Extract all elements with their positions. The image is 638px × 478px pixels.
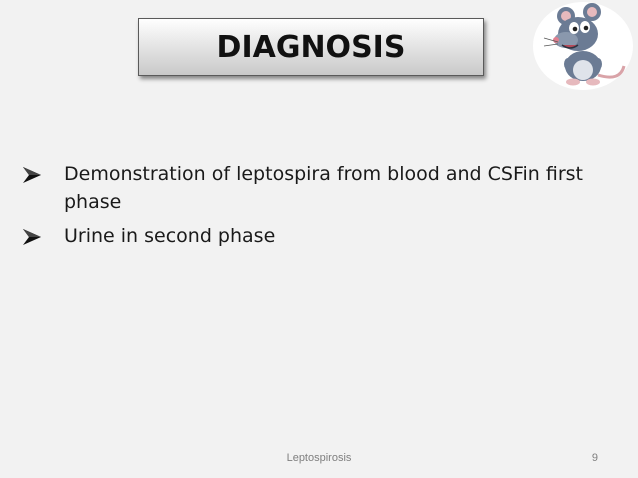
- page-number: 9: [591, 452, 598, 464]
- arrowhead-bullet-icon: [22, 228, 42, 246]
- title-box: [138, 18, 484, 76]
- cartoon-rat-icon: [528, 0, 638, 92]
- footer-title: Leptospirosis: [286, 452, 352, 464]
- bullet-item: [22, 222, 622, 250]
- bullet-item: [22, 160, 622, 216]
- bullet-text: Demonstration of leptospira from blood and CSFin first phase: [64, 163, 584, 213]
- arrowhead-bullet-icon: [22, 166, 42, 184]
- bullet-text: Urine in second phase: [64, 225, 276, 247]
- slide-title: DIAGNOSIS: [216, 29, 406, 65]
- bullet-list: [22, 160, 622, 256]
